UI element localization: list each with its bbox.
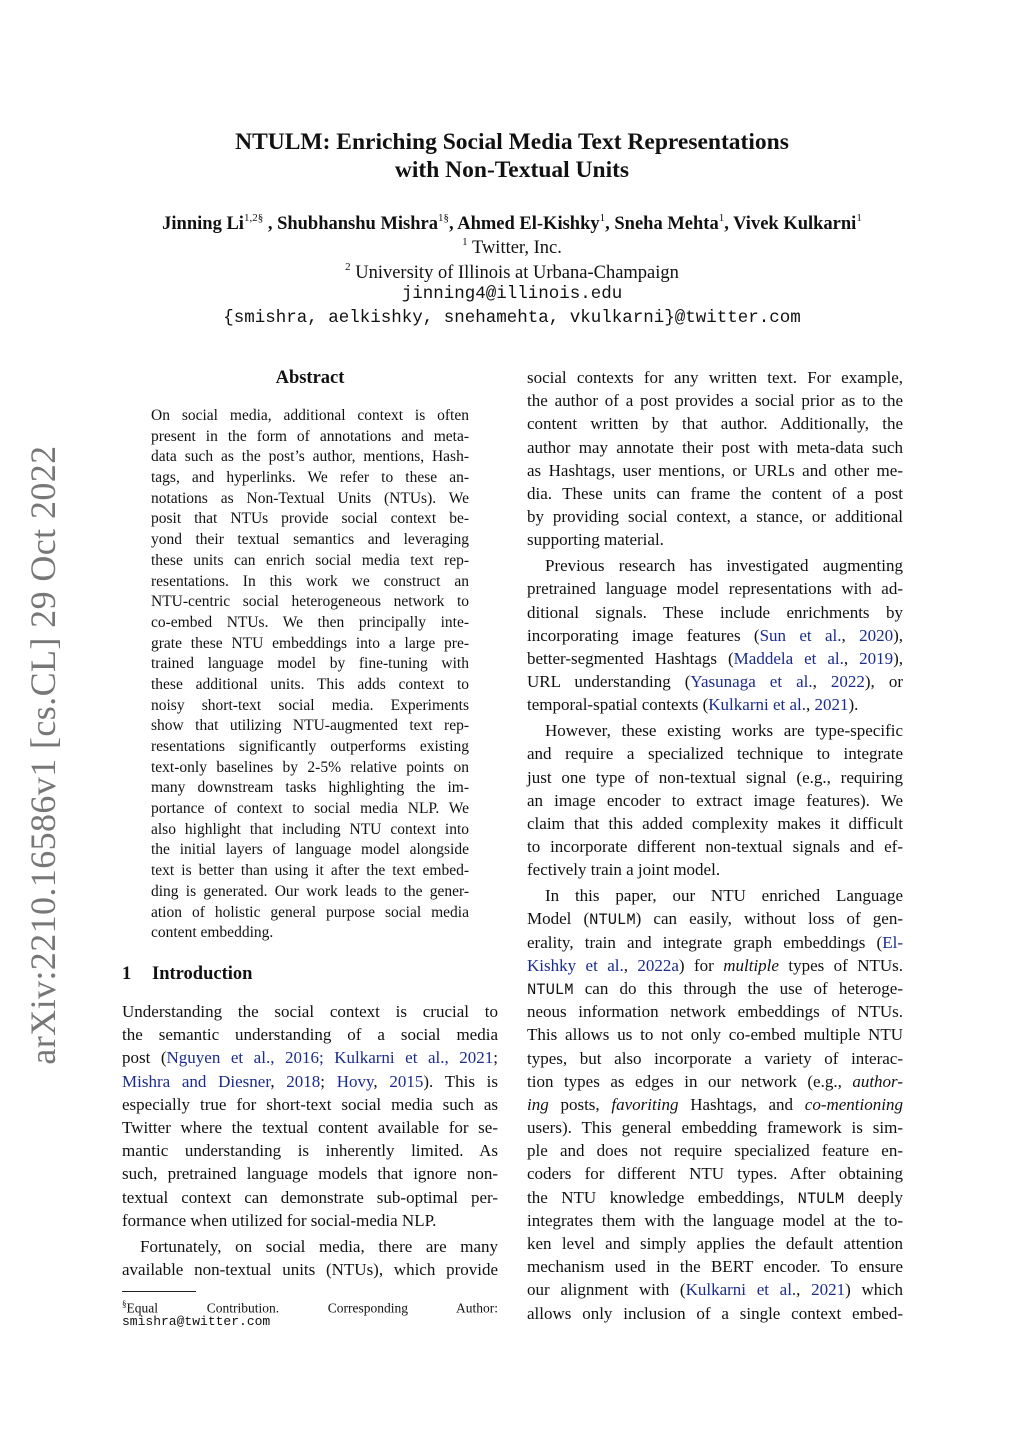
text-line: text-only baselines by 2-5% relative points on [151, 758, 469, 776]
citation-link[interactable]: 2018 [286, 1071, 321, 1091]
text-line: the initial layers of language model alongside [151, 841, 469, 859]
text-line: pretrained language model representations with ad- [527, 579, 903, 599]
text-line: yond their textual semantics and leveraging [151, 531, 469, 549]
paragraph [527, 719, 903, 881]
text-line: posit that NTUs provide social context be- [151, 510, 469, 528]
text-line: our alignment with (Kulkarni et al., 2021) which [527, 1280, 903, 1300]
intro-right-column [527, 366, 903, 1325]
text-line: especially true for short-text social media such as [122, 1094, 498, 1114]
citation-link[interactable]: 2019 [859, 648, 894, 668]
abstract-heading: Abstract [275, 368, 345, 388]
author: Shubhanshu Mishra$^{1\S}$, [277, 212, 458, 235]
text-line: fectively train a joint model. [527, 860, 721, 880]
text-line: content embedding. [151, 924, 274, 942]
paragraph [122, 1235, 498, 1281]
intro-left-column [122, 1000, 498, 1281]
paragraph [151, 406, 469, 944]
citation-link[interactable]: Hovy [336, 1071, 374, 1091]
paragraph [527, 554, 903, 716]
paragraph [122, 1000, 498, 1232]
citation-link[interactable]: Mishra and Diesner [122, 1071, 271, 1091]
citation-link[interactable]: Kulkarni et al. [708, 695, 806, 715]
text-line: dia. These units can frame the content of a post [527, 483, 903, 503]
title-line-2: with Non-Textual Units [394, 157, 630, 183]
author: Ahmed El-Kishky$^1$, [457, 212, 615, 235]
citation-link[interactable]: 2021 [811, 1280, 846, 1300]
text-line: erality, train and integrate graph embeddings (El- [527, 932, 903, 952]
text-line: the NTU knowledge embeddings, NTULM deeply [527, 1187, 903, 1208]
text-line: This allows us to not only co-embed multiple NTU [527, 1025, 903, 1045]
text-line: just one type of non-textual signal (e.g., requiring [527, 767, 903, 787]
text-line: show that utilizing NTU-augmented text rep- [151, 717, 469, 735]
citation-link[interactable]: El- [882, 932, 903, 952]
text-line: to incorporate different non-textual signals and ef- [527, 837, 903, 857]
citation-link[interactable]: Maddela et al. [733, 648, 844, 668]
citation-link[interactable]: Kishky et al. [527, 955, 624, 975]
text-line: and require a specialized technique to integrate [527, 744, 903, 764]
text-line: the author of a post provides a social prior as to the [527, 391, 903, 411]
text-line: ding is generated. Our work leads to the gener- [151, 882, 469, 900]
text-line: In this paper, our NTU enriched Language [545, 886, 903, 906]
text-line: Twitter where the textual content available for se- [122, 1117, 498, 1137]
text-line: Kishky et al., 2022a) for multiple types of NTUs. [527, 955, 903, 975]
text-line: author may annotate their post with meta-data such [527, 437, 903, 457]
email-group: {smishra, aelkishky, snehamehta, vkulkarni}@twitter.com [223, 308, 801, 328]
text-line: resentations significantly outperforms existing [151, 738, 469, 755]
citation-link[interactable]: Sun et al. [759, 625, 842, 645]
text-line: present in the form of annotations and meta- [151, 427, 469, 445]
text-line: URL understanding (Yasunaga et al., 2022), or [527, 672, 903, 692]
author: Jinning $Li^{1,2\S}$ , [162, 212, 278, 235]
text-line: these units can enrich social media text rep- [151, 551, 469, 569]
text-line: users). This general embedding framework is sim- [527, 1118, 903, 1138]
text-line: tion types as edges in our network (e.g., author- [527, 1071, 903, 1091]
text-line: notations as Non-Textual Units (NTUs). We [151, 489, 469, 507]
abstract-body [151, 406, 469, 944]
text-line: However, these existing works are type-specific [545, 721, 903, 741]
text-line: content written by that author. Additionally, the [527, 414, 903, 434]
text-line: resentations. In this work we construct an [151, 572, 469, 590]
text-line: the semantic understanding of a social media [122, 1025, 498, 1045]
citation-link[interactable]: 2022 [830, 672, 865, 692]
text-line: co-embed NTUs. We then principally inte- [151, 613, 469, 631]
text-line: textual context can demonstrate sub-optimal per- [122, 1187, 498, 1207]
text-line: available non-textual units (NTUs), which provide [122, 1259, 498, 1279]
footnote-rule [122, 1291, 196, 1292]
author: Vivek Kulkarni$^1$ [733, 212, 862, 235]
text-line: mechanism used in the BERT encoder. To ensure [527, 1257, 903, 1277]
text-line: such, pretrained language models that ignore non- [122, 1164, 498, 1184]
text-line: Model (NTULM) can easily, without loss of gen- [527, 909, 903, 930]
text-line: integrates them with the language model at the to- [527, 1210, 903, 1230]
text-line: these additional units. This adds context to [151, 675, 469, 693]
text-line: text is better than using it after the text embed- [151, 862, 469, 880]
text-line: claim that this added complexity makes it difficult [527, 813, 903, 833]
text-line: ple and does not require specialized feature en- [527, 1141, 903, 1161]
text-line: post (Nguyen et al., 2016; Kulkarni et al., 2021; [122, 1048, 498, 1068]
text-line: grate these NTU embeddings into a large pre- [151, 634, 469, 652]
text-line: ditional signals. These include enrichments by [527, 602, 903, 622]
text-line: many downstream tasks highlighting the im- [151, 779, 469, 797]
citation-link[interactable]: Kulkarni et al. [685, 1280, 797, 1300]
text-line: an image encoder to extract image features). We [527, 790, 903, 810]
text-line: On social media, additional context is often [151, 407, 469, 424]
citation-link[interactable]: 2022a [637, 955, 679, 975]
text-line: by providing social context, a stance, or additional [527, 507, 903, 527]
text-line: Fortunately, on social media, there are many [140, 1236, 498, 1256]
text-line: also highlight that including NTU context into [151, 820, 469, 838]
section-heading-introduction: 1 Introduction [122, 964, 253, 984]
title-line-1: NTULM: Enriching Social Media Text Representations [235, 129, 789, 155]
text-line: Mishra and Diesner, 2018; Hovy, 2015). This is [122, 1071, 498, 1091]
citation-link[interactable]: 2015 [389, 1071, 424, 1091]
text-line: neous information network embeddings of NTUs. [527, 1002, 903, 1022]
text-line: allows only inclusion of a single context embed- [527, 1303, 903, 1323]
text-line: formance when utilized for social-media NLP. [122, 1210, 437, 1230]
paragraph [527, 366, 903, 552]
paragraph [527, 884, 903, 1325]
citation-link[interactable]: 2020 [859, 625, 894, 645]
paper-title [0, 128, 1024, 184]
citation-link[interactable]: 2021 [814, 695, 849, 715]
text-line: data such as the post’s author, mentions, Hash- [151, 448, 469, 466]
text-line: noisy short-text social media. Experiments [151, 696, 469, 714]
text-line: ation of holistic general purpose social media [151, 903, 469, 921]
text-line: social contexts for any written text. For example, [527, 368, 903, 387]
text-line: NTULM can do this through the use of heteroge- [527, 978, 903, 999]
text-line: incorporating image features (Sun et al., 2020), [527, 625, 904, 645]
text-line: Understanding the social context is crucial to [122, 1002, 498, 1021]
citation-link[interactable]: Nguyen et al., 2016; Kulkarni et al., 2021 [166, 1048, 494, 1068]
text-line: Previous research has investigated augmenting [545, 556, 903, 576]
text-line: ken level and simply applies the default attention [527, 1234, 903, 1253]
text-line: ing posts, favoriting Hashtags, and co-mentioning [527, 1094, 903, 1114]
footnote-email: smishra@twitter.com [122, 1314, 271, 1329]
text-line: tags, and hyperlinks. We refer to these an- [151, 469, 469, 487]
affiliation-2: $^2$ University of Illinois at Urbana-Champaign [345, 261, 679, 284]
arxiv-stamp: arXiv:2210.16586v1 [cs.CL] 29 Oct 2022 [23, 445, 63, 1065]
text-line: portance of context to social media NLP. We [151, 800, 469, 818]
text-line: trained language model by fine-tuning with [151, 655, 469, 673]
text-line: types, but also incorporate a variety of interac- [527, 1048, 903, 1068]
text-line: NTU-centric social heterogeneous network to [151, 593, 469, 611]
text-line: coders for different NTU types. After obtaining [527, 1164, 903, 1184]
text-line: temporal-spatial contexts (Kulkarni et al., 2021). [527, 695, 859, 715]
author: Sneha Mehta$^1$, [614, 212, 734, 235]
email-primary: jinning4@illinois.edu [401, 284, 623, 304]
text-line: mantic understanding is inherently limited. As [122, 1141, 498, 1161]
text-line: as Hashtags, user mentions, or URLs and other me- [527, 460, 903, 480]
text-line: supporting material. [527, 530, 664, 550]
footnote: §Equal Contribution. Corresponding Author: smishra@twitter.com [122, 1299, 498, 1329]
affiliation-1: $^1$ Twitter, Inc. [462, 236, 562, 259]
text-line: better-segmented Hashtags (Maddela et al., 2019), [527, 648, 904, 668]
citation-link[interactable]: Yasunaga et al. [690, 672, 813, 692]
